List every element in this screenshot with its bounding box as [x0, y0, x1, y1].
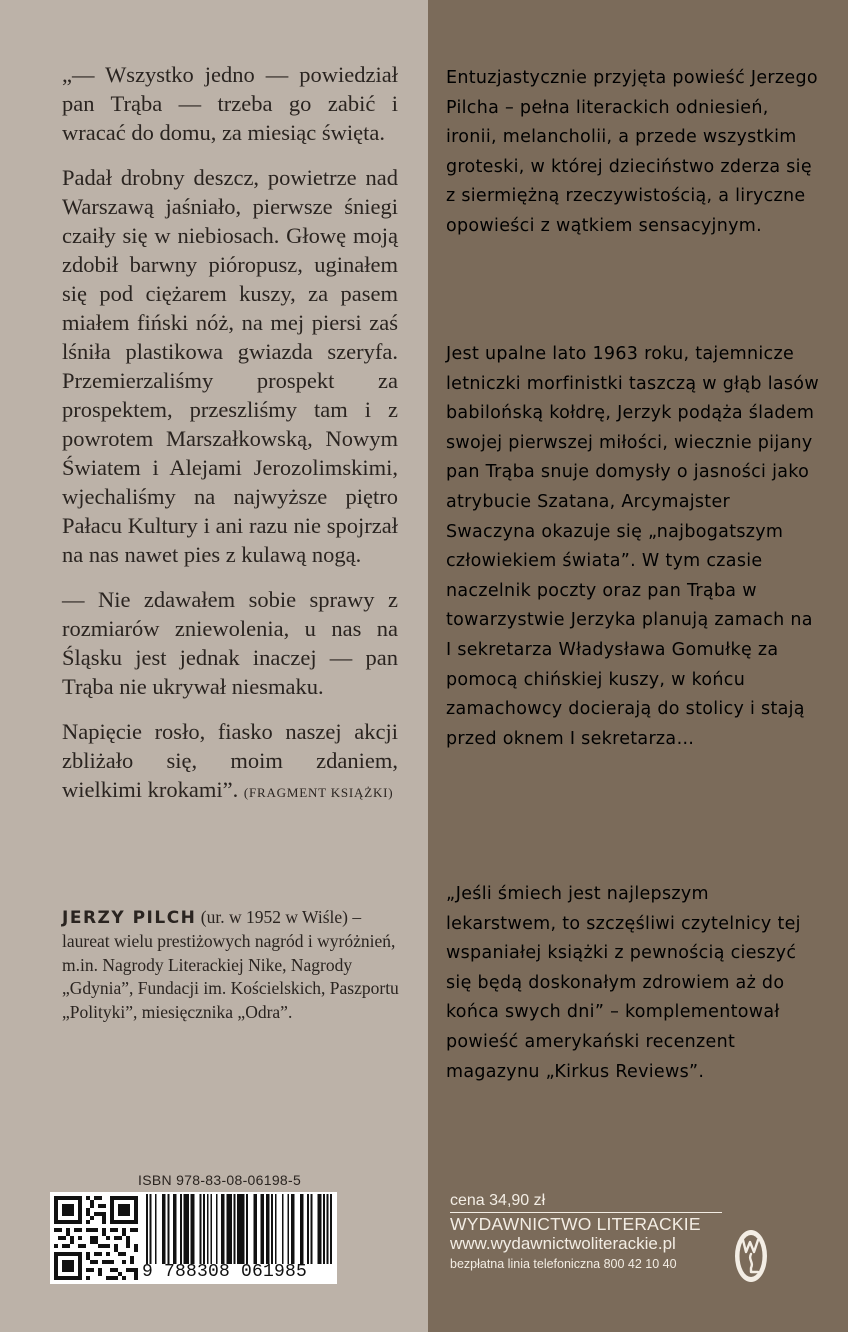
author-bio [62, 906, 407, 1024]
publisher-name: WYDAWNICTWO LITERACKIE [450, 1214, 701, 1234]
blurb-3-text: „Jeśli śmiech jest najlepszym lekarstwem, to szczęśliwi czytelnicy tej wspaniałej książki z pewnością cieszyć się będą doskonałym zdrowiem aż do końca swych dni” – komplementował powieść amerykański recenzent magazynu „Kirkus Reviews”. [446, 884, 801, 1082]
price-divider [450, 1212, 722, 1213]
blurb-2-text: Jest upalne lato 1963 roku, tajemnicze letniczki morfinistki taszczą w głąb lasów babilońską kołdrę, Jerzyk podąża śladem swojej pierwszej miłości, wiecznie pijany pan Trąba snuje domysły o jasności jako atrybucie Szatana, Arcymajster Swaczyna okazuje się „najbogatszym człowiekiem świata”. W tym czasie naczelnik poczty oraz pan Trąba w towarzystwie Jerzyka planują zamach na I sekretarza Władysława Gomułkę za pomocą chińskiej kuszy, w końcu zamachowcy docierają do stolicy i stają przed oknem I sekretarza… [446, 344, 819, 749]
barcode-bar [167, 1194, 169, 1264]
code-box [50, 1192, 337, 1284]
barcode-bar [260, 1194, 264, 1264]
barcode-bar [221, 1194, 225, 1264]
barcode-bar [184, 1194, 189, 1264]
barcode-bar [307, 1194, 309, 1264]
publisher-logo-icon [733, 1228, 769, 1284]
barcode-bar [180, 1194, 182, 1264]
barcode-icon [144, 1194, 334, 1264]
barcode-bar [200, 1194, 202, 1264]
publisher-url: www.wydawnictwoliterackie.pl [450, 1234, 676, 1253]
barcode-bar [287, 1194, 289, 1264]
barcode-bar [327, 1194, 329, 1264]
quote-paragraph-4-text: Napięcie rosło, fiasko naszej akcji zbliżało się, moim zdaniem, wielkimi krokami”. [62, 719, 398, 802]
blurb-paragraph-3 [446, 880, 822, 1087]
barcode-bar [318, 1194, 322, 1264]
barcode-bar [150, 1194, 152, 1264]
barcode-bar [191, 1194, 195, 1264]
quote-paragraph-2: Padał drobny deszcz, powietrze nad Warszawą jaśniało, pierwsze śniegi czaiły się w niebiosach. Głowę moją zdobił barwny pióropusz, uginałem się pod ciężarem kuszy, za pasem miałem fiński nóż, na mej piersi zaś lśniła plastikowa gwiazda szeryfa. Przemierzaliśmy prospekt za prospektem, przeszliśmy tam i z powrotem Marszałkowską, Nowym Światem i Alejami Jerozolimskimi, wjechaliśmy na najwyższe piętro Pałacu Kultury i ani razu nie spojrzał na nas nawet pies z kulawą nogą. [62, 165, 398, 567]
quote-paragraph-3: — Nie zdawałem sobie sprawy z rozmiarów zniewolenia, u nas na Śląsku jest jednak inaczej — pan Trąba nie ukrywał niesmaku. [62, 587, 398, 699]
author-name: JERZY PILCH [62, 908, 197, 928]
barcode-bar [162, 1194, 166, 1264]
barcode-bar [226, 1194, 231, 1264]
barcode-bar [155, 1194, 157, 1264]
barcode-bar [253, 1194, 257, 1264]
blurb-paragraph-2 [446, 340, 822, 754]
barcode-bar [237, 1194, 244, 1264]
blurb-paragraph-1 [446, 64, 822, 242]
publisher-phone: bezpłatna linia telefoniczna 800 42 10 40 [450, 1257, 677, 1271]
qr-code-icon [54, 1196, 138, 1280]
barcode-bar [234, 1194, 236, 1264]
barcode-bar [323, 1194, 325, 1264]
author-bio-text: (ur. w 1952 w Wiśle) – laureat wielu prestiżowych nagród i wyróżnień, m.in. Nagrody Literackiej Nike, Nagrody „Gdynia”, Fundacji im. Kościelskich, Paszportu „Polityki”, miesięcznika „Odra”. [62, 907, 399, 1022]
isbn-label: ISBN 978-83-08-06198-5 [138, 1172, 302, 1188]
price-label: cena 34,90 zł [450, 1192, 546, 1209]
barcode-bar [146, 1194, 148, 1264]
barcode-bar [266, 1194, 270, 1264]
barcode-digits: 9 788308 061985 [142, 1262, 308, 1282]
barcode-bar [282, 1194, 284, 1264]
quote-paragraph-4 [62, 717, 398, 807]
barcode-bar [275, 1194, 277, 1264]
barcode-bar [246, 1194, 248, 1264]
publisher-info [450, 1214, 735, 1274]
blurb-1-text: Entuzjastycznie przyjęta powieść Jerzego Pilcha – pełna literackich odniesień, ironii, melancholii, a przede wszystkim groteski, w której dzieciństwo zderza się z siermiężną rzeczywistością, a liryczne opowieści z wątkiem sensacyjnym. [446, 68, 818, 236]
barcode-bar [330, 1194, 332, 1264]
barcode-bar [311, 1194, 313, 1264]
quote-source: (FRAGMENT KSIĄŻKI) [243, 785, 394, 800]
book-fragment-quote [62, 60, 398, 823]
barcode-bar [173, 1194, 177, 1264]
barcode-bar [300, 1194, 304, 1264]
barcode-bar [291, 1194, 295, 1264]
barcode-bar [271, 1194, 273, 1264]
barcode-bar [210, 1194, 212, 1264]
quote-paragraph-1: „— Wszystko jedno — powiedział pan Trąba — trzeba go zabić i wracać do domu, za miesiąc święta. [62, 62, 398, 145]
barcode-bar [216, 1194, 218, 1264]
barcode-bar [207, 1194, 209, 1264]
barcode-bar [203, 1194, 205, 1264]
